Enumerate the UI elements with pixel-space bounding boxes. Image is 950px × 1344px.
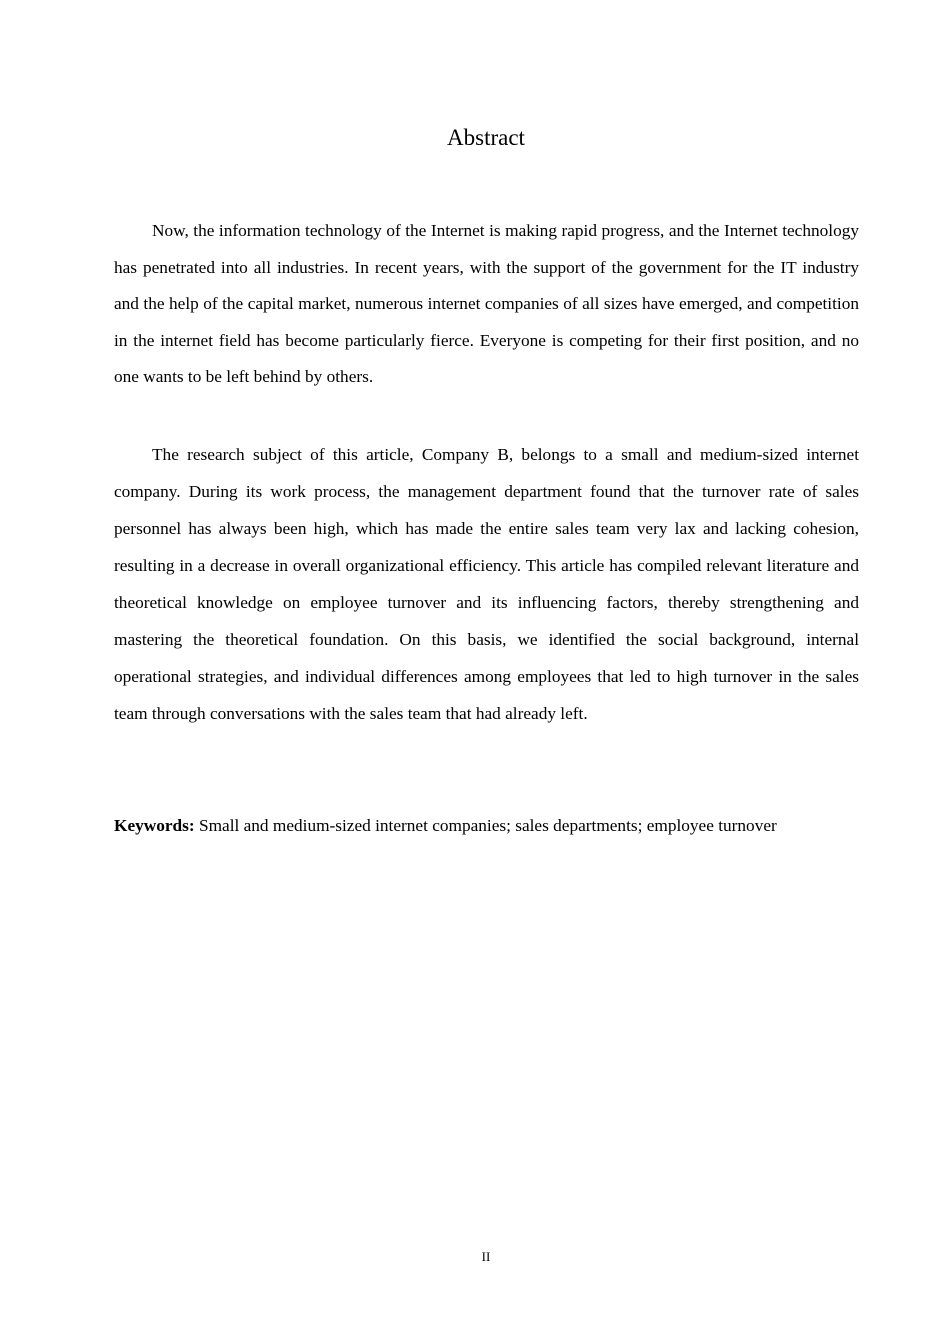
keywords-text: Small and medium-sized internet companies; sales departments; employee turnover (198, 816, 777, 835)
page-number: II (481, 1249, 491, 1264)
abstract-paragraph-2: The research subject of this article, Company B, belongs to a small and medium-sized internet company. During its work process, the management department found that the turnover rate of sales personnel has always been high, which has made the entire sales team very lax and lacking cohesion, resulting in a decrease in overall organizational efficiency. This article has compiled relevant literature and theoretical knowledge on employee turnover and its influencing factors, thereby strengthening and mastering the theoretical foundation. On this basis, we identified the social background, internal operational strategies, and individual differences among employees that led to high turnover in the sales team through conversations with the sales team that had already left. (114, 445, 859, 723)
keywords-label: Keywords: (114, 816, 195, 835)
abstract-title: Abstract (447, 125, 525, 150)
abstract-paragraph-1: Now, the information technology of the Internet is making rapid progress, and the Internet technology has penetrated into all industries. In recent years, with the support of the government for the IT industry and the help of the capital market, numerous internet companies of all sizes have emerged, and competition in the internet field has become particularly fierce. Everyone is competing for their first position, and no one wants to be left behind by others. (114, 221, 859, 386)
keywords-line (114, 811, 874, 841)
